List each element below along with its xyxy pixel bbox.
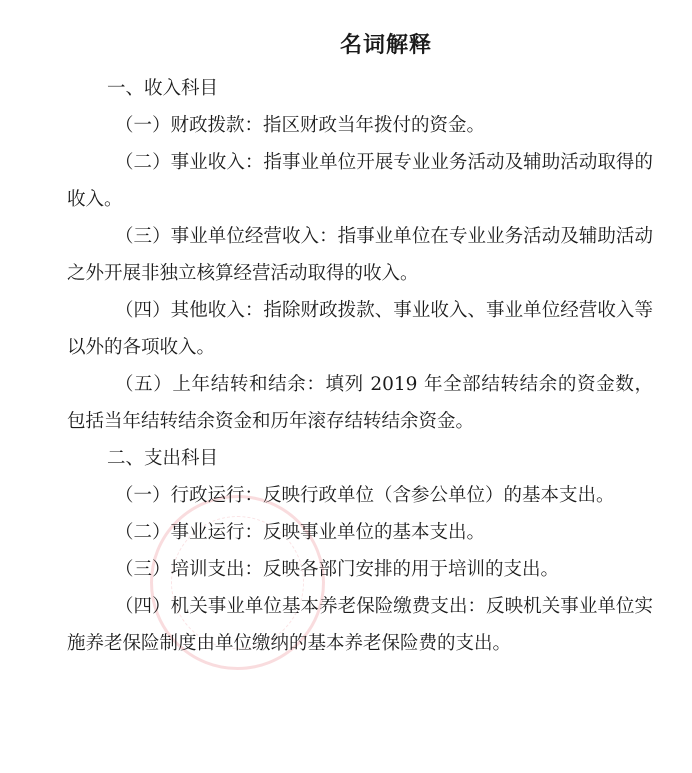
income-item-operating-income: （三）事业单位经营收入：指事业单位在专业业务活动及辅助活动之外开展非独立核算经营活动取得的收入。 (67, 226, 653, 284)
document-body (67, 70, 653, 662)
income-item-carryover-balance: （五）上年结转和结余：填列 2019 年全部结转结余的资金数，包括当年结转结余资金和历年滚存结转结余资金。 (67, 374, 653, 432)
income-item-business-income: （二）事业收入：指事业单位开展专业业务活动及辅助活动取得的收入。 (67, 152, 653, 210)
expense-item-training: （三）培训支出：反映各部门安排的用于培训的支出。 (115, 559, 560, 580)
income-item-other-income: （四）其他收入：指除财政拨款、事业收入、事业单位经营收入等以外的各项收入。 (67, 300, 653, 358)
expense-item-administrative-operation: （一）行政运行：反映行政单位（含参公单位）的基本支出。 (115, 485, 615, 506)
expense-item-institution-operation: （二）事业运行：反映事业单位的基本支出。 (115, 522, 486, 543)
expense-item-pension-insurance: （四）机关事业单位基本养老保险缴费支出：反映机关事业单位实施养老保险制度由单位缴纳的基本养老保险费的支出。 (67, 596, 653, 654)
page-title: 名词解释 (339, 33, 432, 58)
income-section-heading: 一、收入科目 (107, 78, 219, 99)
income-item-fiscal-appropriation: （一）财政拨款：指区财政当年拨付的资金。 (115, 115, 486, 136)
expense-section-heading: 二、支出科目 (107, 448, 219, 469)
